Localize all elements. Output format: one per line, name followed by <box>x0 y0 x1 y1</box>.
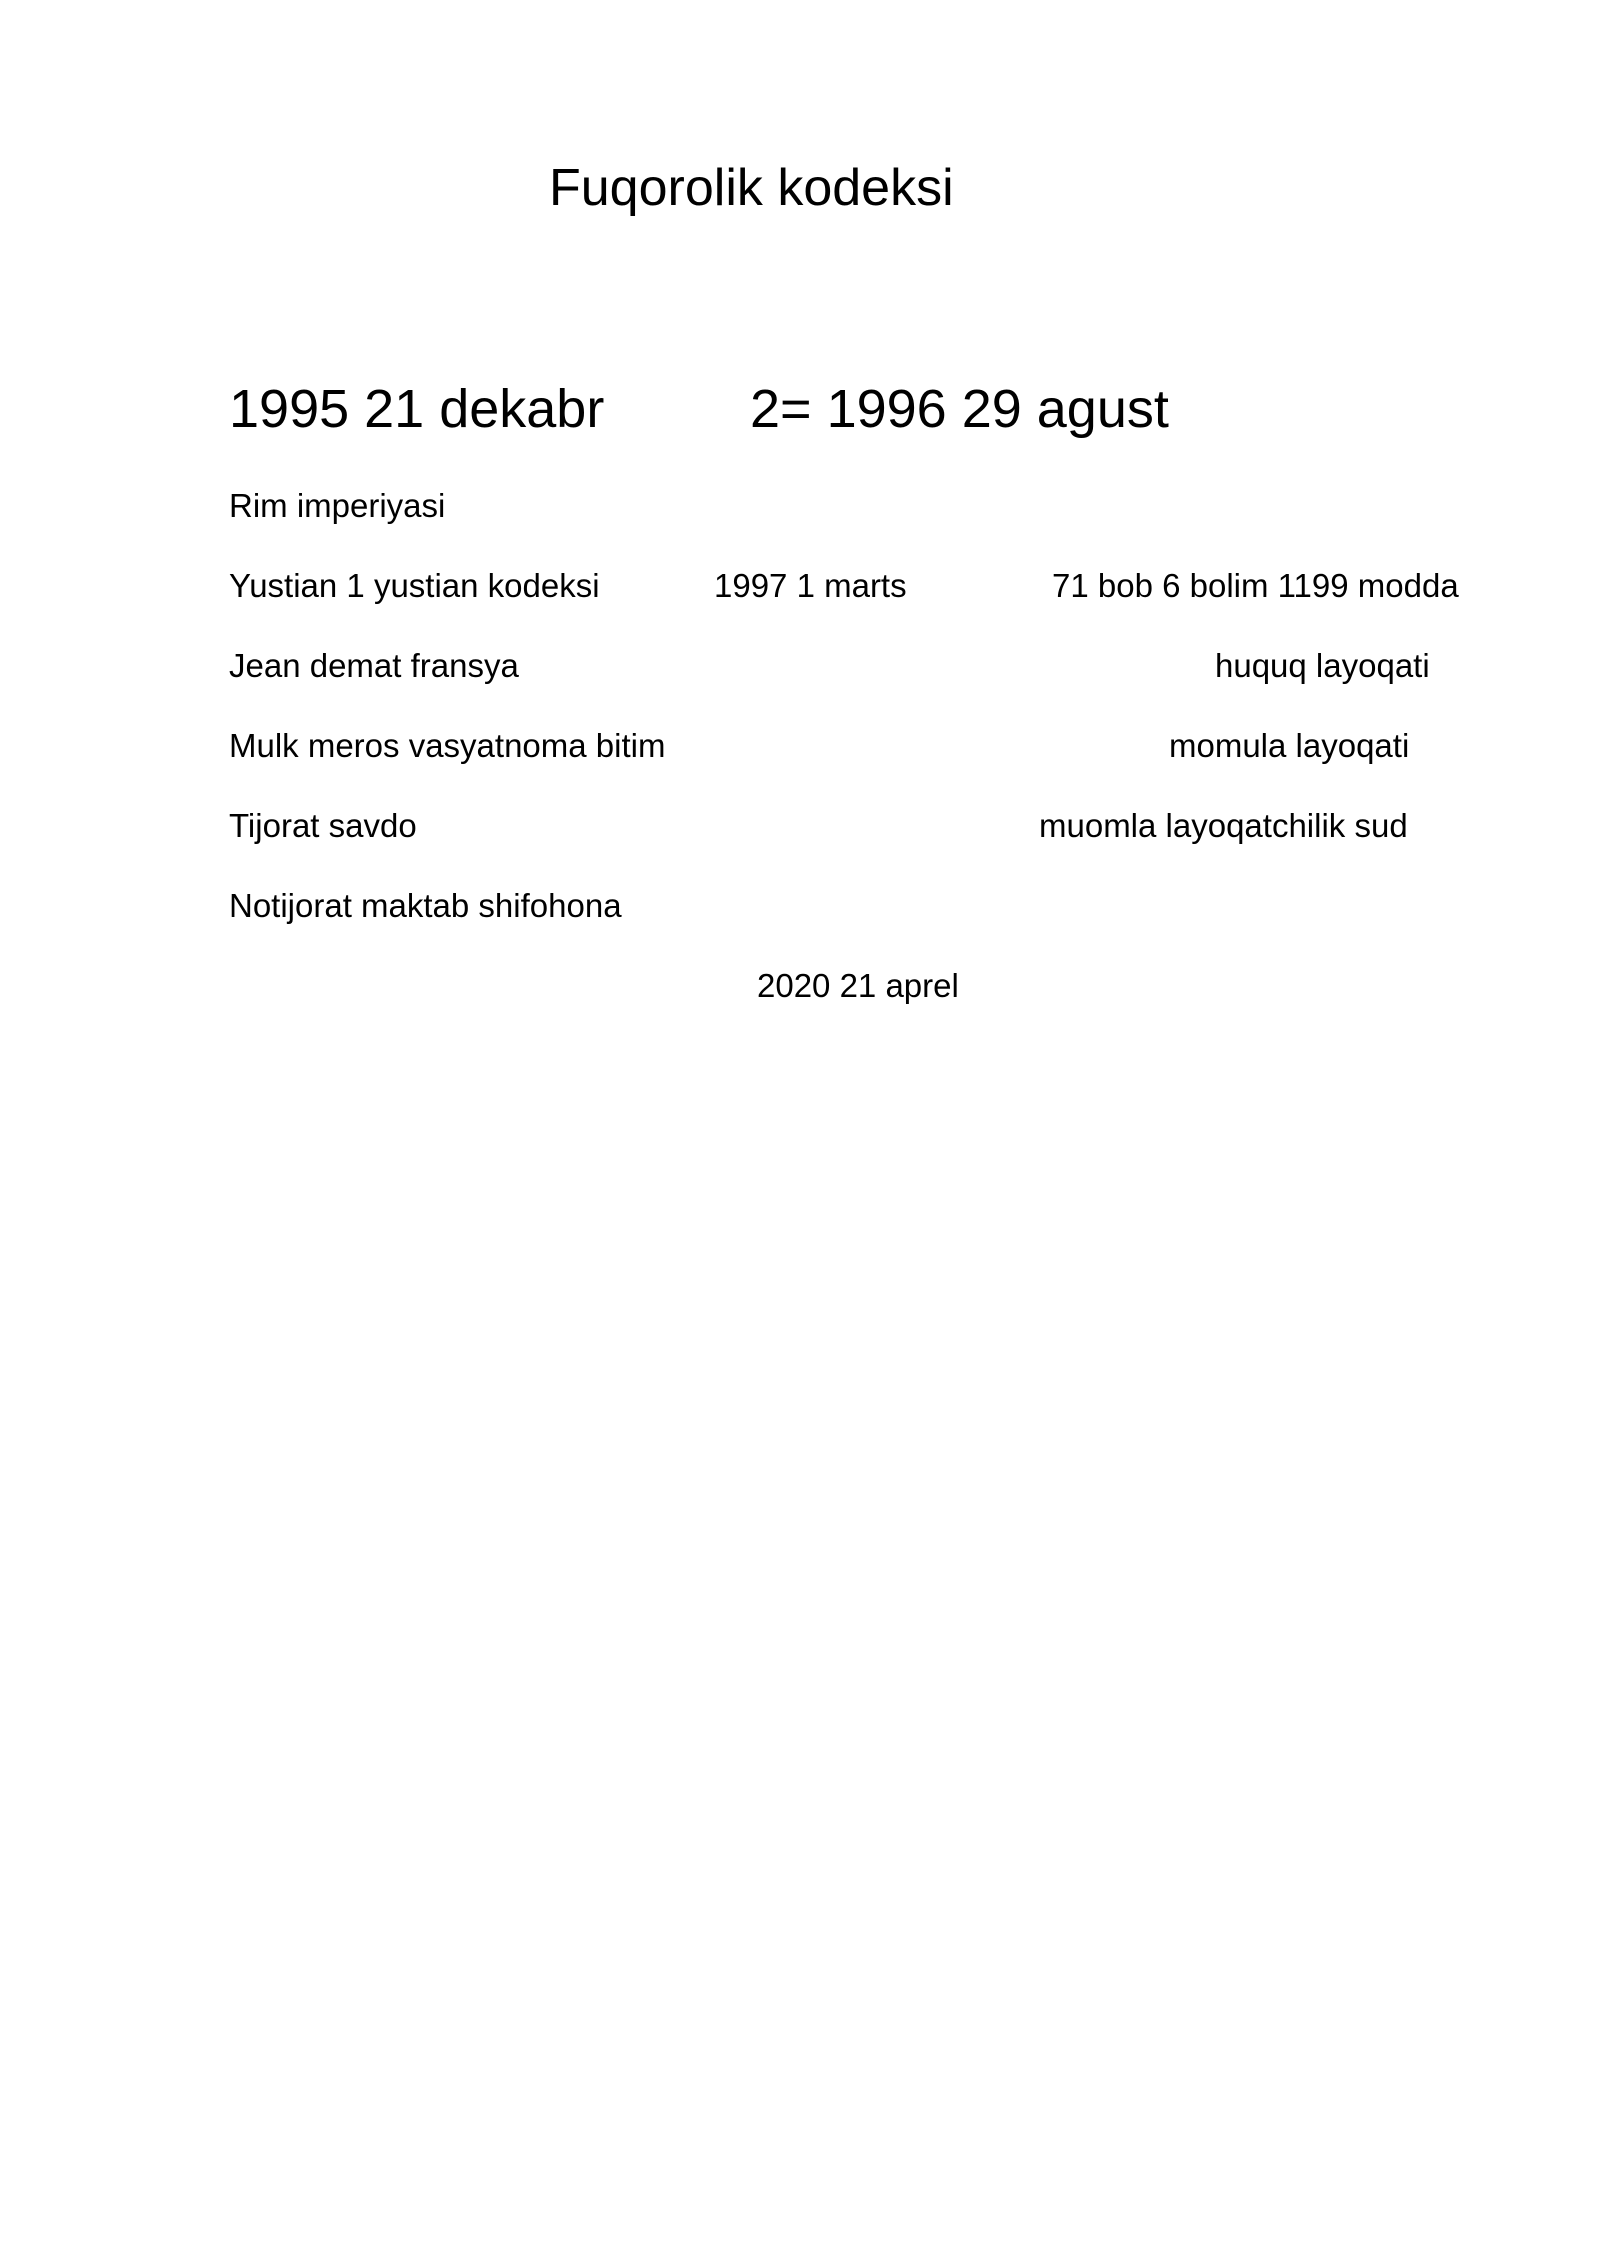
document-title: Fuqorolik kodeksi <box>549 159 954 217</box>
date-left: 1995 21 dekabr <box>229 379 605 439</box>
date-right: 2= 1996 29 agust <box>750 379 1169 439</box>
line-mulk-right: momula layoqati <box>1169 727 1410 764</box>
line-yustian-mid: 1997 1 marts <box>714 567 907 604</box>
line-yustian-right: 71 bob 6 bolim 1199 modda <box>1052 567 1459 604</box>
line-jean-left: Jean demat fransya <box>229 647 519 684</box>
line-mulk-left: Mulk meros vasyatnoma bitim <box>229 727 666 764</box>
line-notijorat: Notijorat maktab shifohona <box>229 887 622 924</box>
line-tijorat-left: Tijorat savdo <box>229 807 417 844</box>
line-tijorat-right: muomla layoqatchilik sud <box>1039 807 1408 844</box>
line-jean-right: huquq layoqati <box>1215 647 1430 684</box>
footer-date: 2020 21 aprel <box>757 967 959 1004</box>
line-yustian-left: Yustian 1 yustian kodeksi <box>229 567 600 604</box>
line-rim-imperiyasi: Rim imperiyasi <box>229 487 446 524</box>
